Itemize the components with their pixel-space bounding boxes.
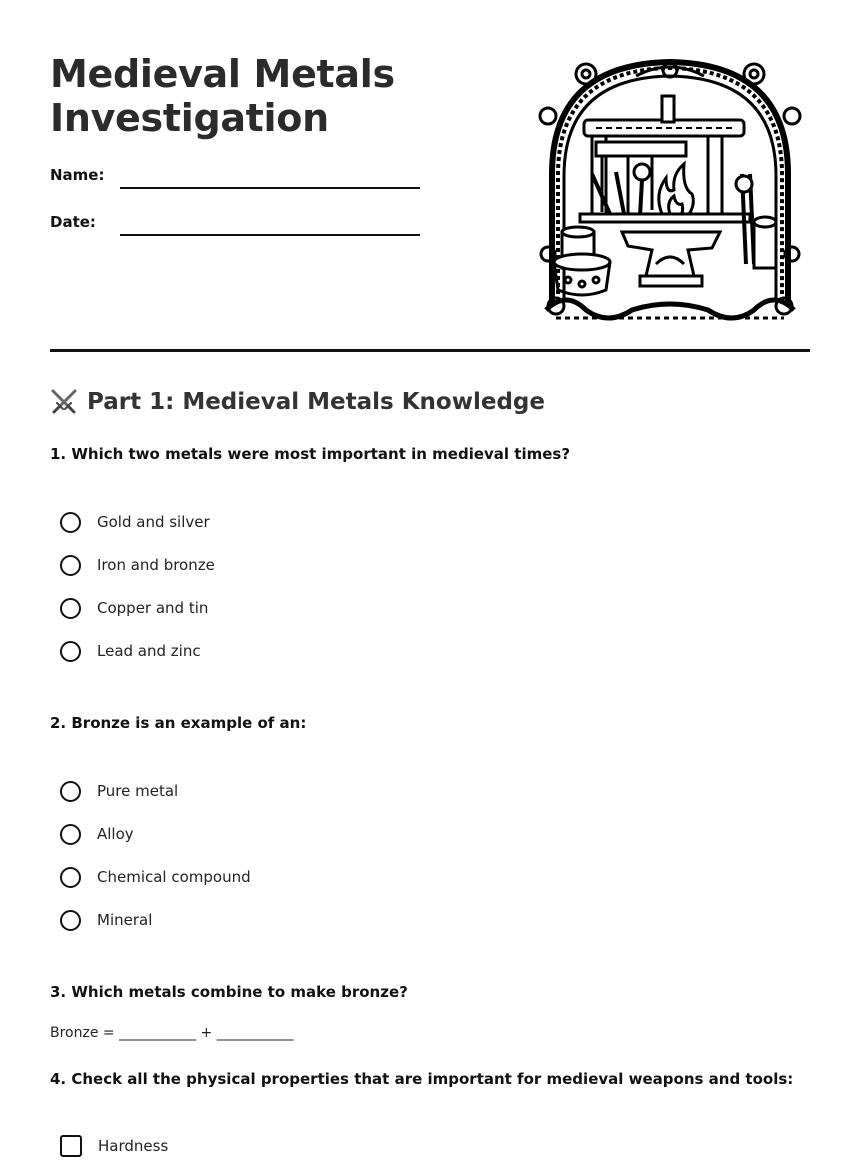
radio-button[interactable] (60, 512, 81, 533)
question-4: 4. Check all the physical properties that are important for medieval weapons and tools: (50, 1070, 794, 1088)
q2-option-1[interactable] (60, 778, 178, 804)
q2-option-3[interactable] (60, 864, 251, 890)
option-label: Mineral (97, 911, 153, 929)
radio-button[interactable] (60, 824, 81, 845)
radio-button[interactable] (60, 781, 81, 802)
name-label: Name: (50, 166, 105, 184)
option-label: Gold and silver (97, 513, 210, 531)
q2-option-2[interactable] (60, 821, 134, 847)
q1-option-1[interactable] (60, 509, 210, 535)
crossed-swords-icon (50, 388, 78, 416)
radio-button[interactable] (60, 910, 81, 931)
date-field[interactable] (120, 234, 420, 236)
q4-option-1[interactable] (60, 1133, 168, 1159)
option-label: Copper and tin (97, 599, 209, 617)
q2-option-4[interactable] (60, 907, 152, 933)
radio-button[interactable] (60, 641, 81, 662)
option-label: Iron and bronze (97, 556, 215, 574)
q1-option-4[interactable] (60, 638, 201, 664)
radio-button[interactable] (60, 867, 81, 888)
question-2: 2. Bronze is an example of an: (50, 714, 307, 732)
page-title (50, 52, 395, 140)
q3-answer-line[interactable]: Bronze = ___________ + ___________ (50, 1025, 294, 1041)
question-1: 1. Which two metals were most important in medieval times? (50, 445, 571, 463)
date-label: Date: (50, 213, 96, 231)
question-3: 3. Which metals combine to make bronze? (50, 983, 408, 1001)
radio-button[interactable] (60, 555, 81, 576)
header-divider (50, 349, 810, 352)
checkbox[interactable] (60, 1135, 82, 1157)
section-1-title: Part 1: Medieval Metals Knowledge (87, 389, 545, 415)
option-label: Hardness (98, 1137, 169, 1155)
name-field[interactable] (120, 187, 420, 189)
option-label: Chemical compound (97, 868, 251, 886)
q1-option-2[interactable] (60, 552, 215, 578)
q1-option-3[interactable] (60, 595, 208, 621)
option-label: Pure metal (97, 782, 179, 800)
option-label: Alloy (97, 825, 134, 843)
title-line-1: Medieval Metals (50, 52, 395, 96)
blacksmith-forge-illustration (536, 54, 804, 326)
section-1-heading (50, 388, 545, 416)
title-line-2: Investigation (50, 96, 329, 140)
option-label: Lead and zinc (97, 642, 201, 660)
radio-button[interactable] (60, 598, 81, 619)
